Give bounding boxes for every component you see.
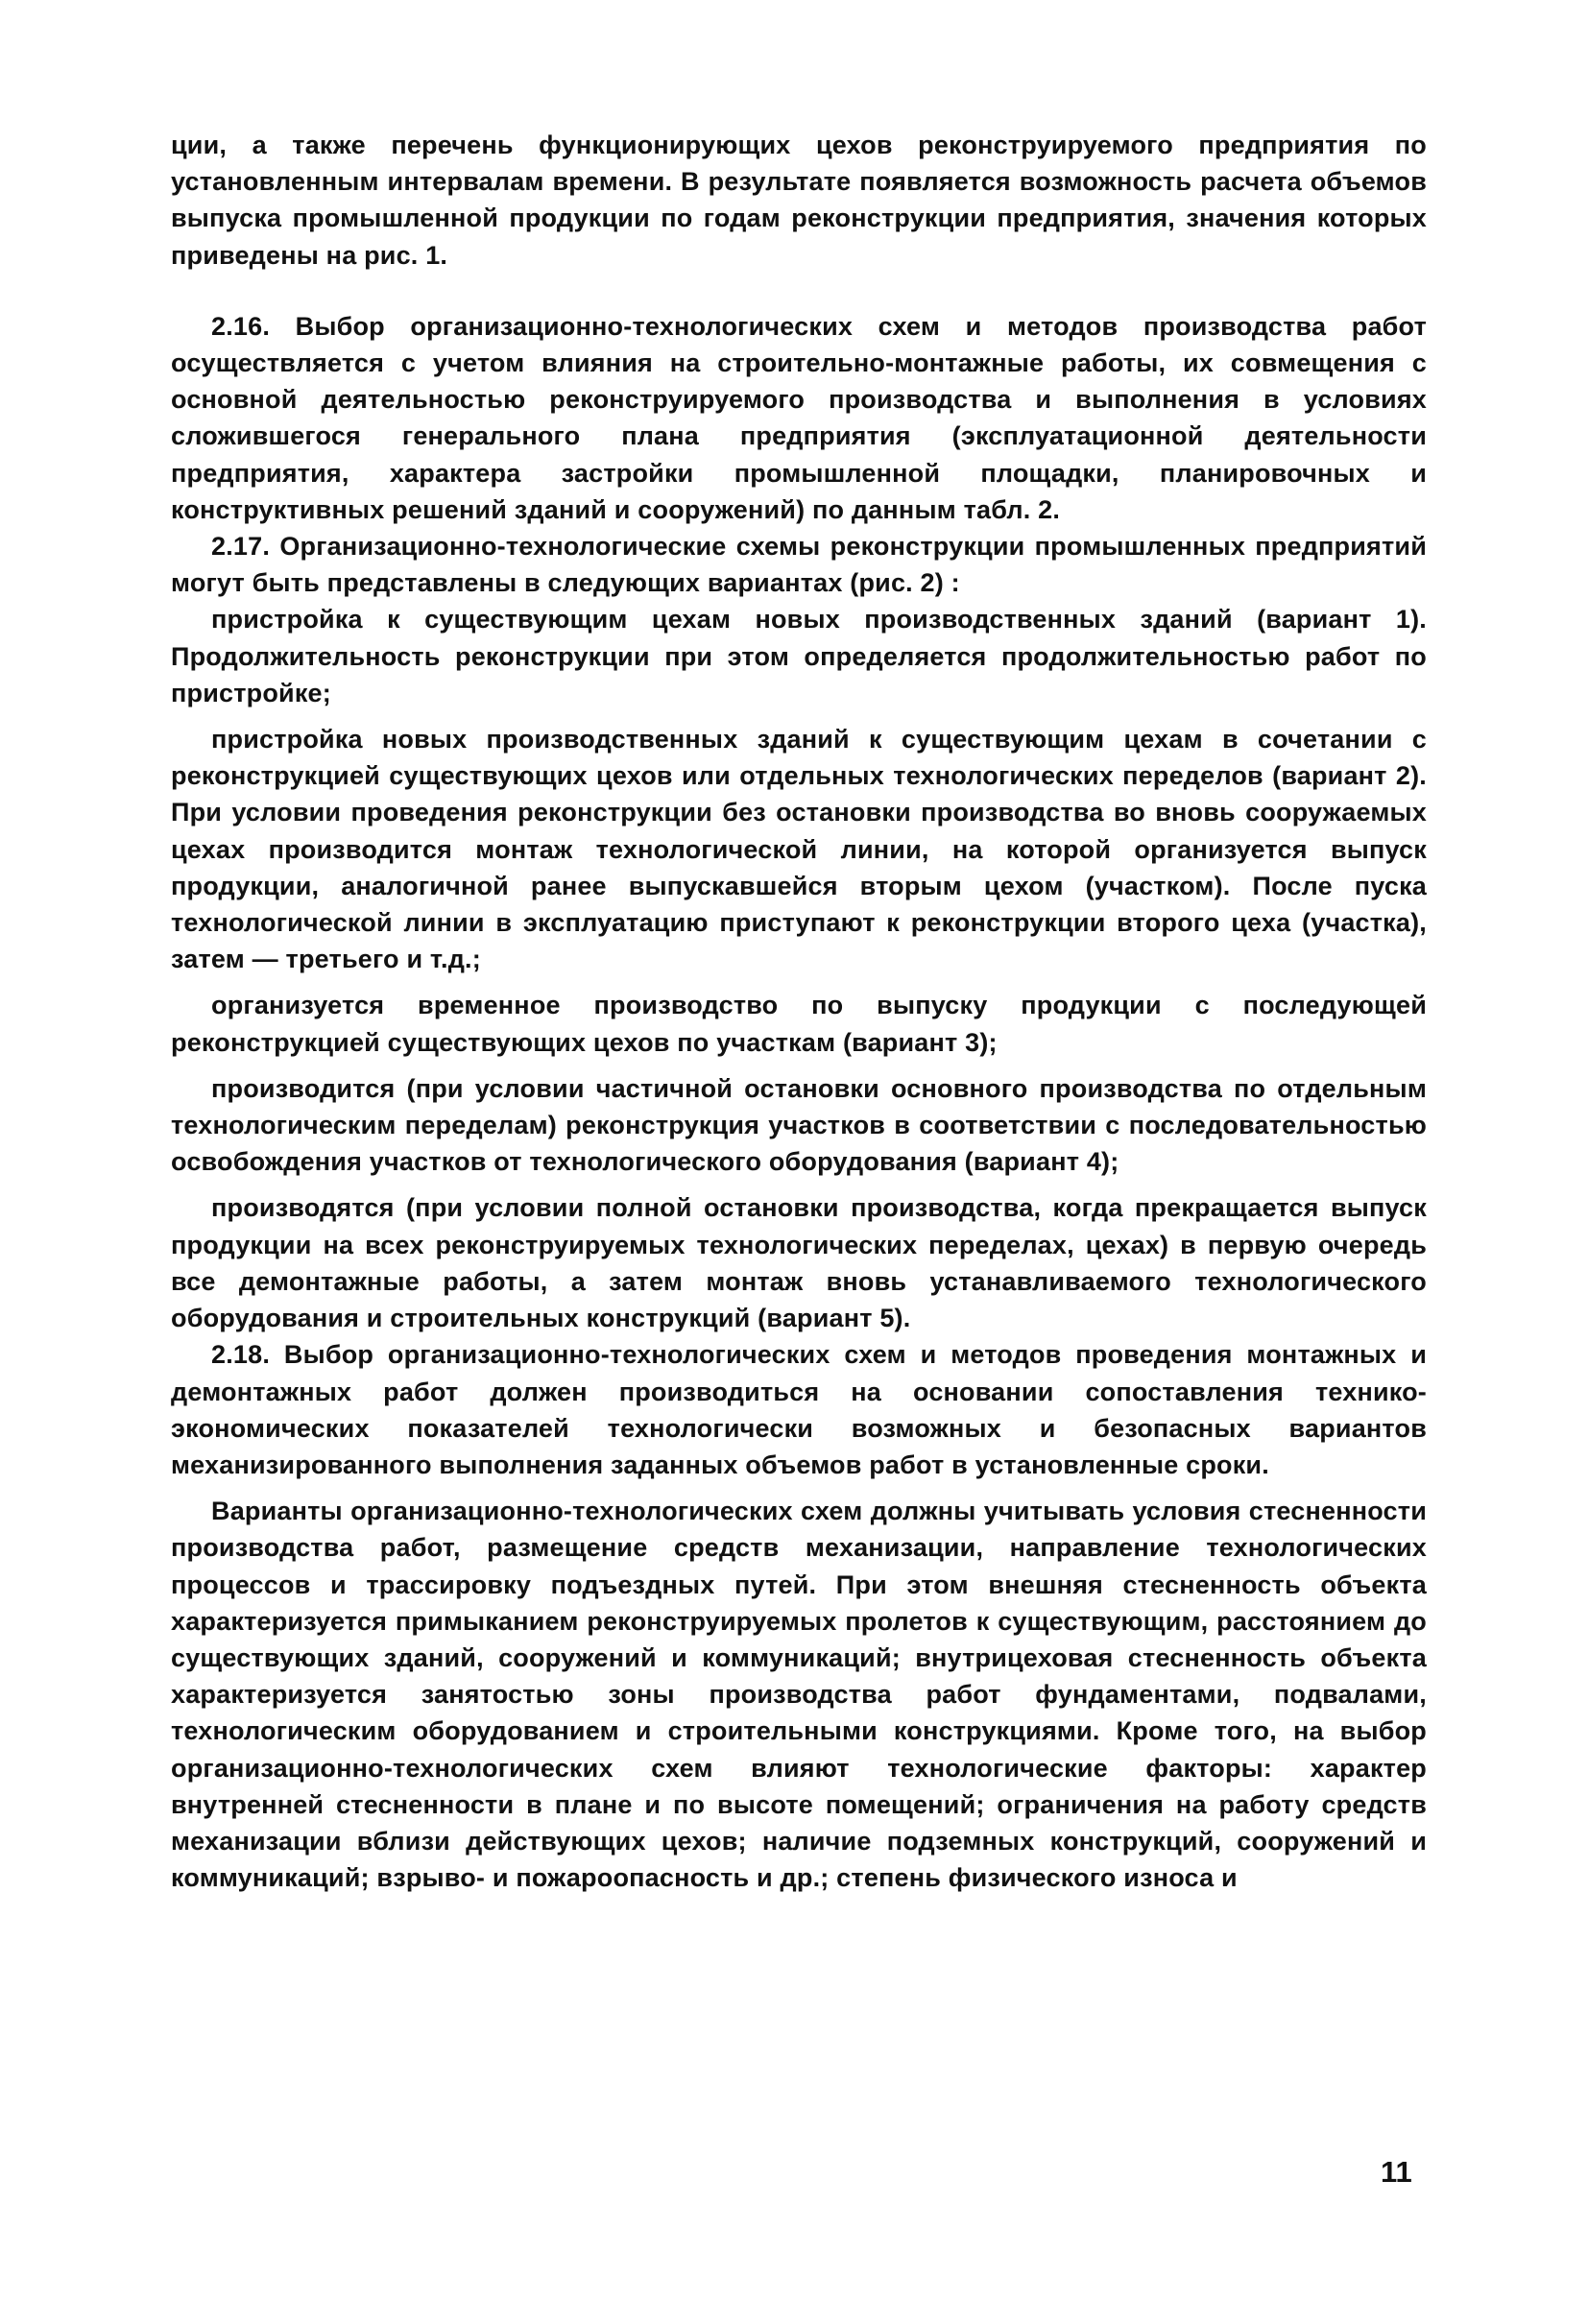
paragraph-text: Организационно-технологические схемы реконструкции промышленных предприятий могут быть представлены в следующих вариантах (рис. 2) : — [171, 532, 1428, 598]
list-item-variant-1 — [171, 601, 1427, 711]
document-page — [171, 127, 1427, 1896]
paragraph-2-16 — [171, 308, 1427, 528]
paragraph-2-18 — [171, 1336, 1427, 1483]
paragraph-2-17 — [171, 528, 1427, 601]
paragraph-text: организуется временное производство по выпуску продукции с последующей реконструкцией существующих цехов по участкам (вариант 3); — [171, 991, 1427, 1057]
paragraph-text: пристройка к существующим цехам новых производственных зданий (вариант 1). Продолжительность реконструкции при этом определяется продолжительностью работ по пристройке; — [171, 605, 1427, 707]
page-number: 11 — [1381, 2155, 1412, 2189]
paragraph-text: Варианты организационно-технологических схем должны учитывать условия стесненности производства работ, размещение средств механизации, направление технологических процессов и трассировку подъездных путей. При этом внешняя стесненность объекта характеризуется примыканием реконструируемых пролетов к существующим, расстоянием до существующих зданий, сооружений и коммуникаций; внутрицеховая стесненность объекта характеризуется занятостью зоны производства работ фундаментами, подвалами, технологическим оборудованием и строительными конструкциями. Кроме того, на выбор организационно-технологических схем влияют технологические факторы: характер внутренней стесненности в плане и по высоте помещений; ограничения на работу средств механизации вблизи действующих цехов; наличие подземных конструкций, сооружений и коммуникаций; взрыво- и пожароопасность и др.; степень физического износа и — [171, 1497, 1427, 1893]
section-number: 2.16. — [211, 311, 271, 341]
paragraph-variants-conditions — [171, 1493, 1427, 1896]
list-item-variant-4 — [171, 1070, 1427, 1181]
paragraph-continuation — [171, 127, 1427, 274]
paragraph-text: производится (при условии частичной остановки основного производства по отдельным технологическим переделам) реконструкция участков в соответствии с последовательностью освобождения участков от технологического оборудования (вариант 4); — [171, 1073, 1427, 1177]
section-number: 2.17. — [211, 532, 271, 562]
paragraph-text: Выбор организационно-технологических схем и методов проведения монтажных и демонтажных работ должен производиться на основании сопоставления технико-экономических показателей технологически возможных и безопасных вариантов механизированного выполнения заданных объемов работ в установленные сроки. — [171, 1340, 1427, 1479]
list-item-variant-2 — [171, 721, 1427, 977]
list-item-variant-3 — [171, 987, 1427, 1060]
paragraph-text: Выбор организационно-технологических схем и методов производства работ осуществляется с учетом влияния на строительно-монтажные работы, их совмещения с основной деятельностью реконструируемого производства и выполнения в условиях сложившегося генерального плана предприятия (эксплуатационной деятельности предприятия, характера застройки промышленной площадки, планировочных и конструктивных решений зданий и сооружений) по данным табл. 2. — [171, 311, 1428, 524]
list-item-variant-5 — [171, 1189, 1427, 1336]
section-number: 2.18. — [211, 1340, 271, 1370]
paragraph-text: ции, а также перечень функционирующих цехов реконструируемого предприятия по установленным интервалам времени. В результате появляется возможность расчета объемов выпуска промышленной продукции по годам реконструкции предприятия, значения которых приведены на рис. 1. — [171, 131, 1427, 270]
paragraph-text: пристройка новых производственных зданий к существующим цехам в сочетании с реконструкцией существующих цехов или отдельных технологических переделов (вариант 2). При условии проведения реконструкции без остановки производства во вновь сооружаемых цехах производится монтаж технологической линии, на которой организуется выпуск продукции, аналогичной ранее выпускавшейся вторым цехом (участком). После пуска технологической линии в эксплуатацию приступают к реконструкции второго цеха (участка), затем — третьего и т.д.; — [171, 725, 1427, 974]
paragraph-text: производятся (при условии полной остановки производства, когда прекращается выпуск продукции на всех реконструируемых технологических переделах, цехах) в первую очередь все демонтажные работы, а затем монтаж вновь устанавливаемого технологического оборудования и строительных конструкций (вариант 5). — [171, 1193, 1427, 1333]
